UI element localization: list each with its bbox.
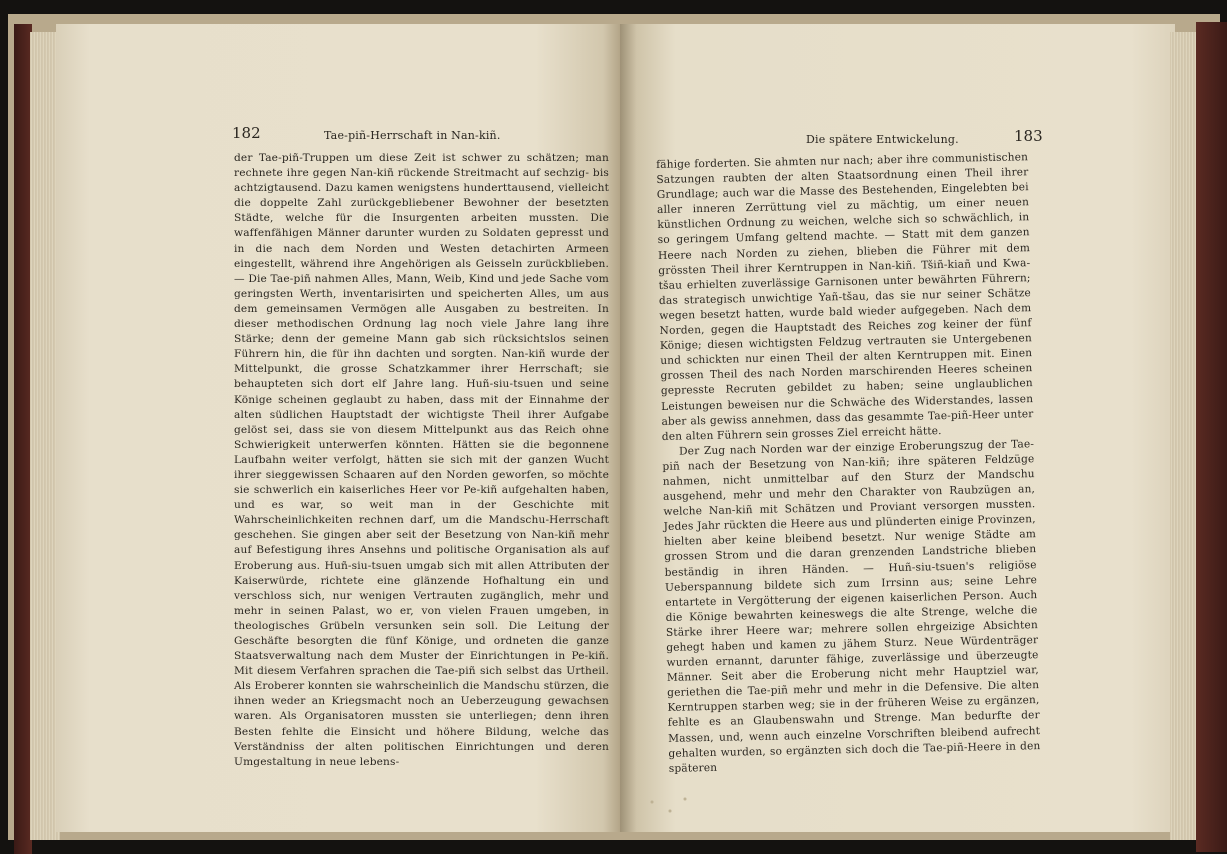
paragraph: der Tae-piñ-Truppen um diese Zeit ist schwer zu schätzen; man rechnete ihre gegen Nan-kiñ rückende Streitmacht auf sechzig- bis achtzigtausend. Dazu kamen wenigstens hunderttausend, vielleicht die doppelte Zahl zurückgebliebener Bewohner der besetzten Städte, welche für die Insurgenten arbeiten mussten. Die waffenfähigen Männer darunter wurden zu Soldaten gepresst und in die nach dem Norden und Westen detachirten Armeen eingestellt, während ihre Angehörigen als Geisseln zurückblieben. — Die Tae-piñ nahmen Alles, Mann, Weib, Kind und jede Sache vom geringsten Werth, inventarisirten und speicherten Alles, um aus dem gemeinsamen Vermögen alle Ausgaben zu bestreiten. In dieser methodischen Ordnung lag noch viele Jahre lang ihre Stärke; denn der gemeine Mann gab sich rücksichtslos seinen Führern hin, die für ihn dachten und sorgten. Nan-kiñ wurde der Mittelpunkt, die grosse Schatzkammer ihrer Herrschaft; sie behaupteten sich dort elf Jahre lang. Huñ-siu-tsuen und seine Könige scheinen geglaubt zu haben, dass mit der Einnahme der alten südlichen Hauptstadt der wichtigste Theil ihrer Aufgabe gelöst sei, dass sie von diesem Mittelpunkt aus das Reich ohne Schwierigkeit unterwerfen könnten. Hätten sie die begonnene Laufbahn weiter verfolgt, hätten sie sich mit der ganzen Wucht ihrer sieggewissen Schaaren auf den Norden geworfen, so möchte sie schwerlich ein kaiserliches Heer vor Pe-kiñ aufgehalten haben, und es war, so weit man in der Geschichte mit Wahrscheinlichkeiten rechnen darf, um die Mandschu-Herrschaft geschehen. Sie gingen aber seit der Besetzung von Nan-kiñ mehr auf Befestigung ihres Ansehns und politische Organisation als auf Eroberung aus. Huñ-siu-tsuen umgab sich mit allen Attributen der Kaiserwürde, richtete eine glänzende Hofhaltung ein und verschloss sich, nur wenigen Vertrauten zugänglich, mehr und mehr in seinen Palast, wo er, von vielen Frauen umgeben, in theologisches Grübeln versunken sein soll. Die Leitung der Geschäfte besorgten die fünf Könige, und ordneten die ganze Staatsverwaltung nach dem Muster der Einrichtungen in Pe-kiñ. Mit diesem Verfahren sprachen die Tae-piñ sich selbst das Urtheil. Als Eroberer konnten sie wahrscheinlich die Mandschu stürzen, die ihnen weder an Kriegsmacht noch an Ueberzeugung gewachsen waren. Als Organisatoren mussten sie unterliegen; denn ihren Besten fehlte die Einsicht und höhere Bildung, welche das Verständniss der alten politischen Einrichtungen und deren Umgestaltung in neue lebens- [234, 152, 609, 768]
running-header: Die spätere Entwickelung. [806, 133, 959, 146]
right-page [620, 24, 1175, 832]
open-book [8, 14, 1220, 840]
paragraph: Der Zug nach Norden war der einzige Eroberungszug der Tae-piñ nach der Besetzung von Nan-kiñ; ihre späteren Feldzüge nahmen, nicht unmittelbar auf den Sturz der Mandschu ausgehend, mehr und mehr den Charakter von Raubzügen an, welche Nan-kiñ mit Schätzen und Proviant versorgen mussten. Jedes Jahr rückten die Heere aus und plünderten einige Provinzen, hielten aber keine bleibend besetzt. Nur wenige Städte am grossen Strom und die daran grenzenden Landstriche blieben beständig in ihren Händen. — Huñ-siu-tsuen's religiöse Ueberspannung bildete sich zum Irrsinn aus; seine Lehre entartete in Vergötterung der eigenen kaiserlichen Person. Auch die Könige bewahrten keineswegs die alte Strenge, welche die Stärke ihrer Heere war; mehrere sollen ehrgeizige Absichten gehegt haben und kamen zu jähem Sturz. Neue Würdenträger wurden ernannt, darunter fähige, zuverlässige und überzeugte Männer. Seit aber die Eroberung nicht mehr Hauptziel war, geriethen die Tae-piñ mehr und mehr in die Defensive. Die alten Kerntruppen starben weg; sie in der früheren Weise zu ergänzen, fehlte es an Glaubenswahn und Strenge. Man bedurfte der Massen, und, wenn auch einzelne Vorschriften bleibend aufrecht gehalten wurden, so ergänzten sich doch die Tae-piñ-Heere in den späteren [662, 437, 1041, 775]
body-text [656, 150, 1041, 776]
page-number: 183 [1014, 127, 1043, 145]
page-number: 182 [232, 124, 261, 142]
left-page [56, 24, 620, 832]
paragraph: fähige forderten. Sie ahmten nur nach; aber ihre communistischen Satzungen raubten der alten Staatsordnung einen Theil ihrer Grundlage; auch war die Masse des Bestehenden, Eingelebten bei aller inneren Zerrüttung viel zu mächtig, um einer neuen künstlichen Ordnung zu weichen, welche sich so schwächlich, in so geringem Umfang geltend machte. — Statt mit dem ganzen Heere nach Norden zu ziehen, blieben die Führer mit dem grössten Theil ihrer Kerntruppen in Nan-kiñ. Tšiñ-kiañ und Kwa-tšau erhielten zuverlässige Garnisonen unter bewährten Führern; das strategisch unwichtige Yañ-tšau, das sie nur seiner Schätze wegen besetzt hatten, wurde bald wieder aufgegeben. Nach dem Norden, gegen die Hauptstadt des Reiches zog keiner der fünf Könige; diesen wichtigsten Feldzug vertrauten sie Untergebenen und schickten nur einen Theil der alten Kerntruppen mit. Einen grossen Theil des nach Norden marschirenden Heeres scheinen gepresste Recruten gebildet zu haben; seine unglaublichen Leistungen beweisen nur die Schwäche des Widerstandes, lassen aber als gewiss annehmen, dass das gesammte Tae-piñ-Heer unter den alten Führern sein grosses Ziel erreicht hätte. [656, 151, 1034, 443]
paper-speckles [640, 790, 700, 820]
book-cover-right [1196, 22, 1227, 852]
running-header: Tae-piñ-Herrschaft in Nan-kiñ. [324, 129, 501, 142]
body-text [234, 151, 609, 770]
